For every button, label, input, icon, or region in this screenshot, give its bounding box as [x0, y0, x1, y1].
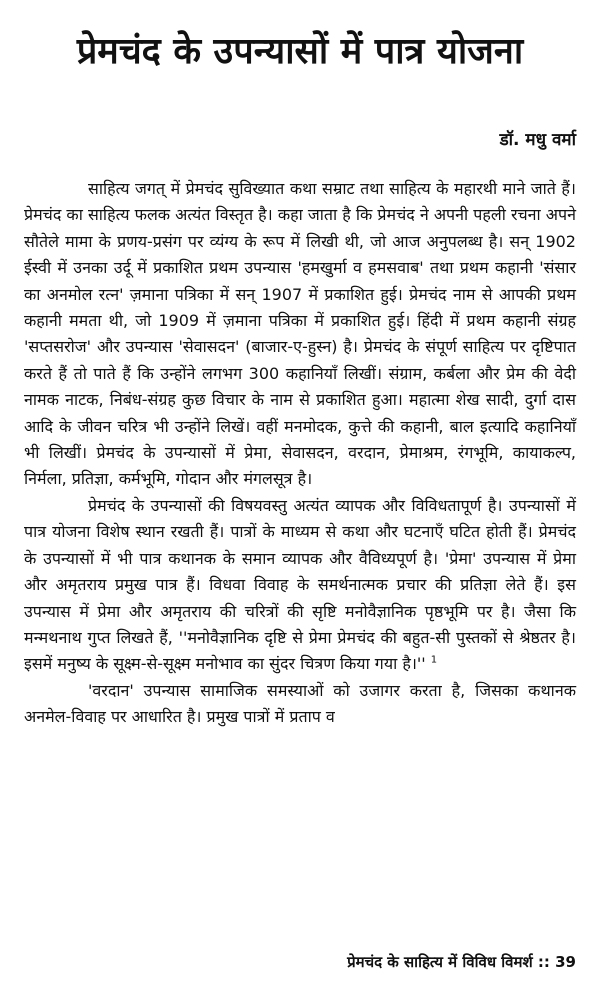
author-name: डॉ. मधु वर्मा [499, 130, 576, 150]
paragraph-2 [24, 493, 576, 678]
paragraph-3: 'वरदान' उपन्यास सामाजिक समस्याओं को उजागर करता है, जिसका कथानक अनमेल-विवाह पर आधारित है। प्रमुख पात्रों में प्रताप व [24, 680, 576, 727]
article-body [24, 176, 576, 731]
footnote-marker: 1 [430, 654, 438, 666]
paragraph-2-text: प्रेमचंद के उपन्यासों की विषयवस्तु अत्यंत व्यापक और विविधतापूर्ण है। उपन्यासों में पात्र योजना विशेष स्थान रखती हैं। पात्रों के माध्यम से कथा और घटनाएँ घटित होती हैं। प्रेमचंद के उपन्यासों में भी पात्र कथानक के समान व्यापक और वैविध्यपूर्ण है। 'प्रेमा' उपन्यास में प्रेमा और अमृतराय प्रमुख पात्र हैं। विधवा विवाह के समर्थनात्मक प्रचार की प्रतिज्ञा लेते हैं। इस उपन्यास में प्रेमा और अमृतराय की चरित्रों की सृष्टि मनोवैज्ञानिक पृष्ठभूमि पर है। जैसा कि मन्मथनाथ गुप्त लिखते हैं, ''मनोवैज्ञानिक दृष्टि से प्रेमा प्रेमचंद की बहुत-सी पुस्तकों से श्रेष्ठतर है। इसमें मनुष्य के सूक्ष्म-से-सूक्ष्म मनोभाव का सुंदर चित्रण किया गया है।'' [24, 495, 576, 674]
paragraph-1: साहित्य जगत् में प्रेमचंद सुविख्यात कथा सम्राट तथा साहित्य के महारथी माने जाते हैं। प्रेमचंद का साहित्य फलक अत्यंत विस्तृत है। कहा जाता है कि प्रेमचंद ने अपनी पहली रचना अपने सौतेले मामा के प्रणय-प्रसंग पर व्यंग्य के रूप में लिखी थी, जो आज अनुपलब्ध है। सन् 1902 ईस्वी में उनका उर्दू में प्रकाशित प्रथम उपन्यास 'हमखुर्मा व हमसवाब' तथा प्रथम कहानी 'संसार का अनमोल रत्न' ज़माना पत्रिका में सन् 1907 में प्रकाशित हुई। प्रेमचंद नाम से आपकी प्रथम कहानी ममता थी, जो 1909 में ज़माना पत्रिका में प्रकाशित हुई। हिंदी में प्रथम कहानी संग्रह 'सप्तसरोज' और उपन्यास 'सेवासदन' (बाजार-ए-हुस्न) है। प्रेमचंद के संपूर्ण साहित्य पर दृष्टिपात करते हैं तो पाते हैं कि उन्होंने लगभग 300 कहानियाँ लिखीं। संग्राम, कर्बला और प्रेम की वेदी नामक नाटक, निबंध-संग्रह कुछ विचार के नाम से प्रकाशित हुआ। महात्मा शेख सादी, दुर्गा दास आदि के जीवन चरित्र भी उन्होंने लिखें। वहीं मनमोदक, कुत्ते की कहानी, बाल इत्यादि कहानियाँ भी लिखीं। प्रेमचंद के उपन्यासों में प्रेमा, सेवासदन, वरदान, प्रेमाश्रम, रंगभूमि, कायाकल्प, निर्मला, प्रतिज्ञा, कर्मभूमि, गोदान और मंगलसूत्र है। [24, 179, 576, 489]
page-footer: प्रेमचंद के साहित्य में विविध विमर्श :: 39 [347, 953, 576, 971]
page-title: प्रेमचंद के उपन्यासों में पात्र योजना [76, 31, 524, 72]
